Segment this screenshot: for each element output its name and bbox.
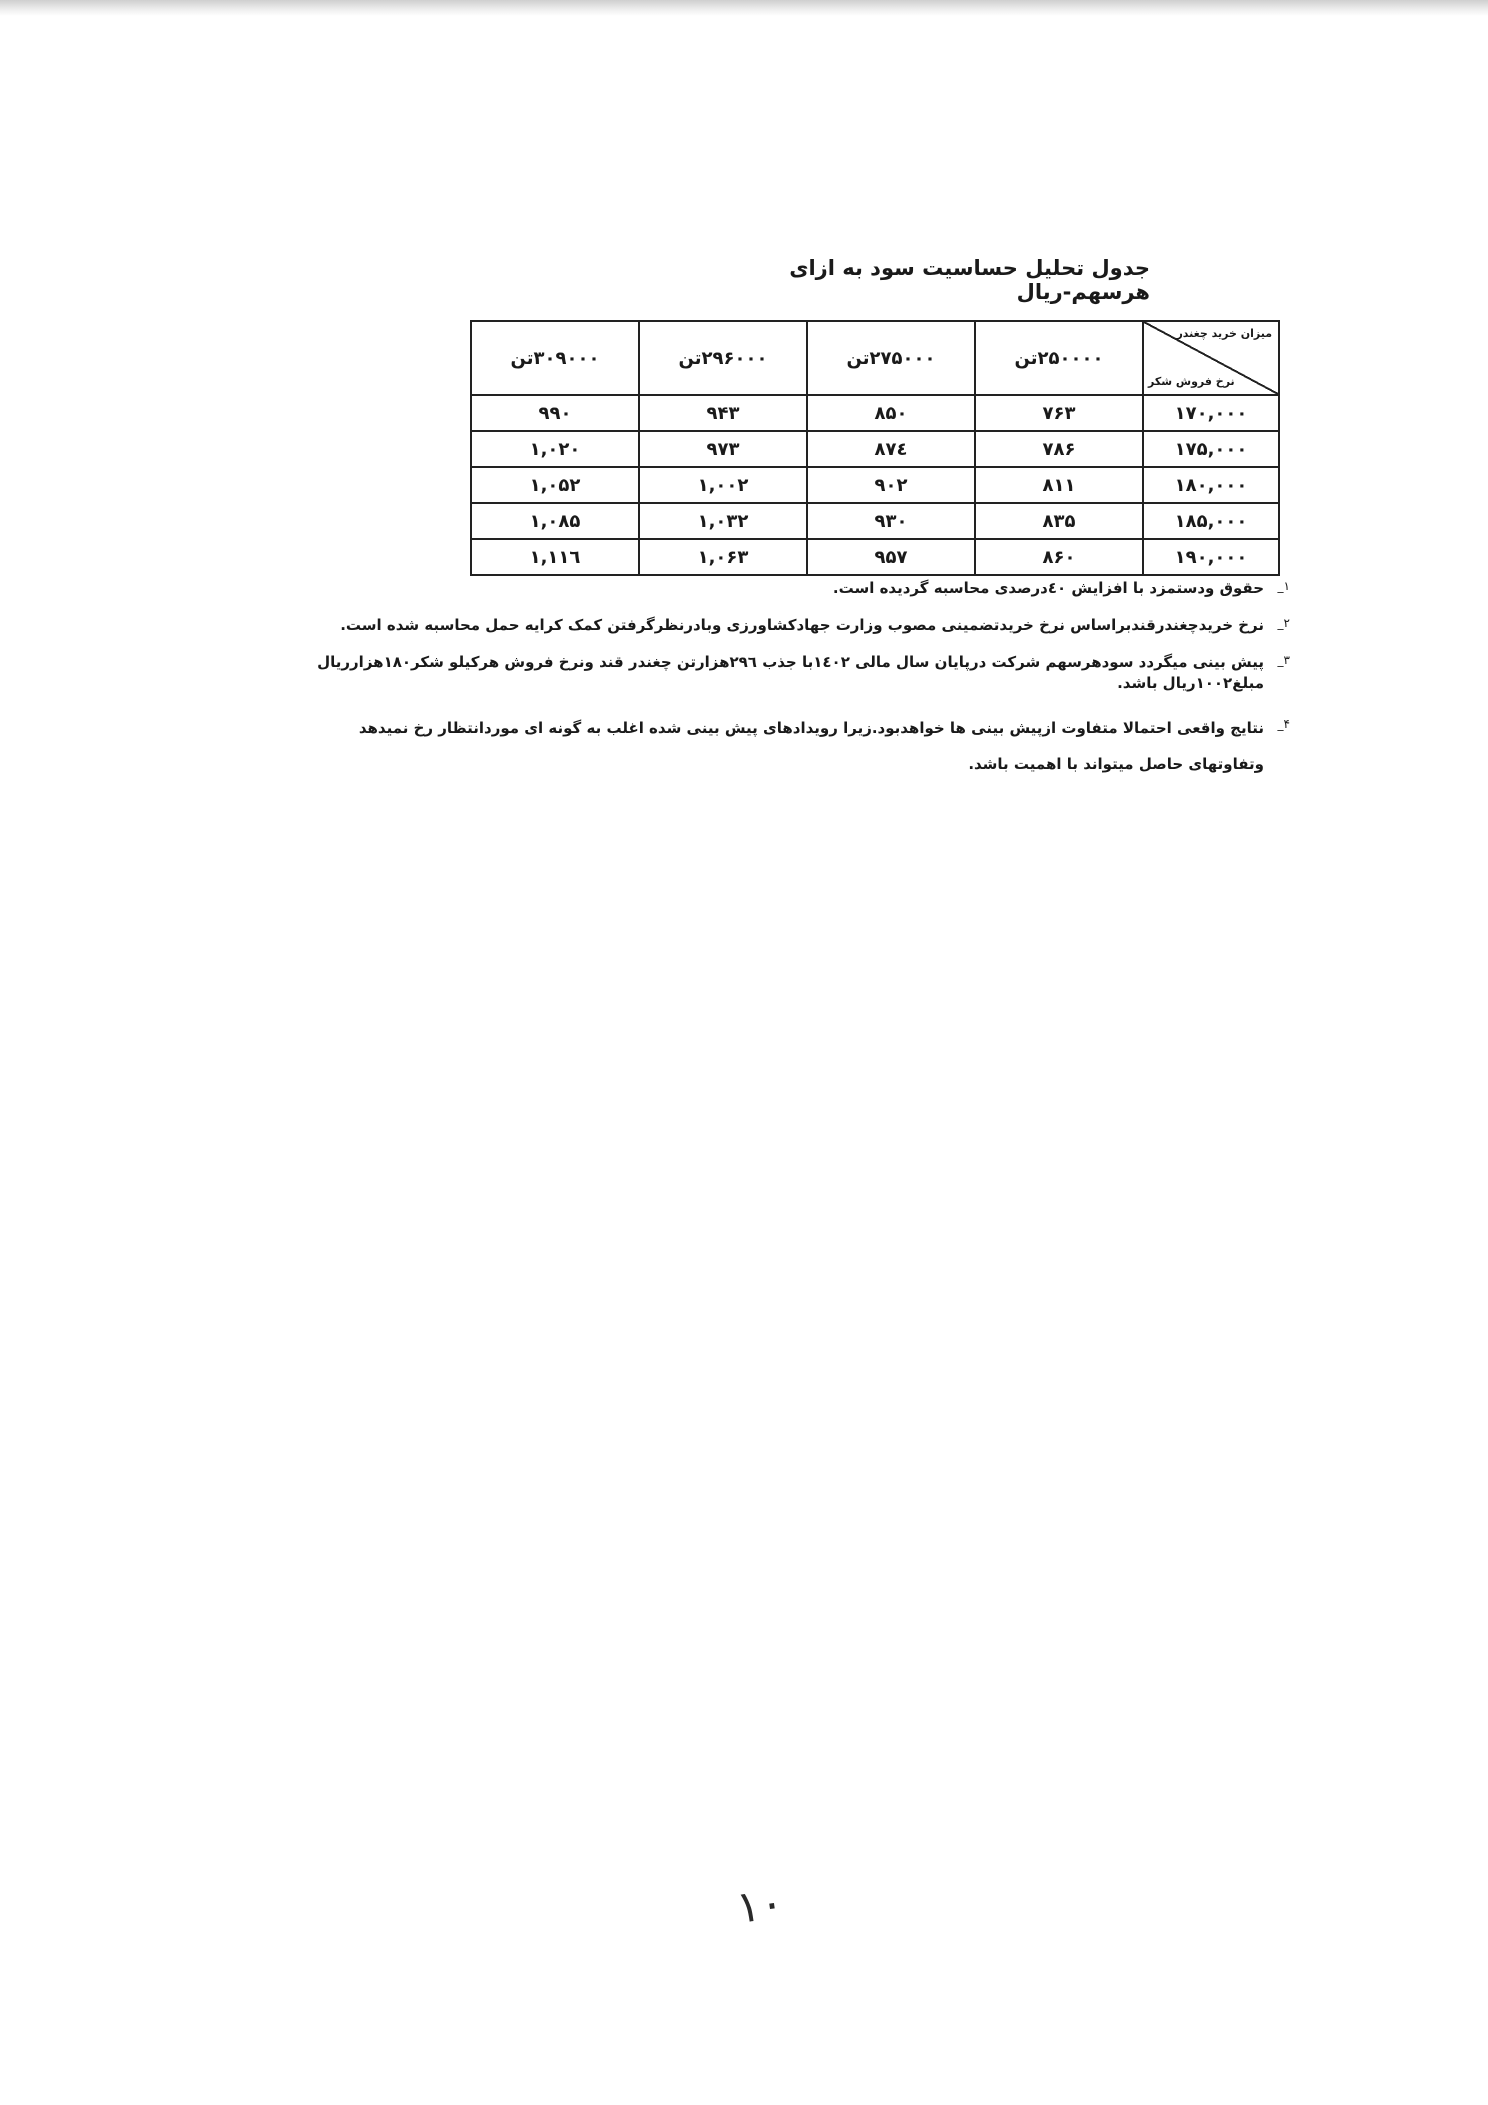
note-item — [290, 615, 1290, 636]
note-text: نتایج واقعی احتمالا متفاوت ازپیش بینی ها خواهدبود.زیرا رویدادهای پیش بینی شده اغلب به گونه ای موردانتظار رخ نمیدهد وتفاوتهای حاصل میتواند با اهمیت باشد. — [358, 719, 1264, 773]
row-label: ۱۸۰,۰۰۰ — [1143, 467, 1279, 503]
table-cell: ۱,۰۰۲ — [639, 467, 807, 503]
table-corner-cell — [1143, 321, 1279, 395]
table-cell: ۷۶۳ — [975, 395, 1143, 431]
table-row — [471, 431, 1279, 467]
page-number: ۱۰ — [733, 1876, 787, 1935]
table-row — [471, 467, 1279, 503]
table-cell: ۸۱۱ — [975, 467, 1143, 503]
column-header: ۲۵۰۰۰۰تن — [975, 321, 1143, 395]
table-cell: ۹۳۰ — [807, 503, 975, 539]
column-header: ۳۰۹۰۰۰تن — [471, 321, 639, 395]
row-label: ۱۸۵,۰۰۰ — [1143, 503, 1279, 539]
column-header: ۲۹۶۰۰۰تن — [639, 321, 807, 395]
corner-top-label: میزان خرید چغندر — [1176, 327, 1272, 340]
table-row — [471, 395, 1279, 431]
table-cell: ۸۵۰ — [807, 395, 975, 431]
row-label: ۱۷۰,۰۰۰ — [1143, 395, 1279, 431]
sensitivity-table — [470, 320, 1280, 576]
table-cell: ۱,۰۲۰ — [471, 431, 639, 467]
table-cell: ۸۳۵ — [975, 503, 1143, 539]
note-number: ۲_ — [1277, 616, 1290, 630]
note-text: حقوق ودستمزد با افزایش ٤۰درصدی محاسبه گردیده است. — [832, 579, 1264, 597]
table-header-row — [471, 321, 1279, 395]
column-header: ۲۷۵۰۰۰تن — [807, 321, 975, 395]
table-cell: ۹۰۲ — [807, 467, 975, 503]
table-cell: ۱,۰۸۵ — [471, 503, 639, 539]
note-text: پیش بینی میگردد سودهرسهم شرکت درپایان سال مالی ۱٤۰۲با جذب ۲۹٦هزارتن چغندر قند ونرخ فروش هرکیلو شکر۱۸۰هزارریال مبلغ۱۰۰۲ریال باشد. — [317, 653, 1264, 692]
table-cell: ۸۷٤ — [807, 431, 975, 467]
table-row — [471, 539, 1279, 575]
table-cell: ۷۸۶ — [975, 431, 1143, 467]
note-item — [290, 710, 1290, 782]
notes-list — [290, 578, 1290, 798]
row-label: ۱۹۰,۰۰۰ — [1143, 539, 1279, 575]
scan-top-edge — [0, 0, 1488, 16]
table-cell: ۱,۱۱٦ — [471, 539, 639, 575]
table-cell: ۱,۰۶۳ — [639, 539, 807, 575]
table-cell: ۱,۰۵۲ — [471, 467, 639, 503]
table-cell: ۸۶۰ — [975, 539, 1143, 575]
note-text: نرخ خریدچغندرقندبراساس نرخ خریدتضمینی مصوب وزارت جهادکشاورزی وبادرنظرگرفتن کمک کرایه حمل محاسبه شده است. — [340, 616, 1264, 634]
table-row — [471, 503, 1279, 539]
table-cell: ۱,۰۳۲ — [639, 503, 807, 539]
note-number: ۴_ — [1277, 717, 1290, 731]
table-cell: ۹۵۷ — [807, 539, 975, 575]
page-title: جدول تحلیل حساسیت سود به ازای هرسهم-ریال — [789, 256, 1150, 304]
note-number: ۱_ — [1277, 579, 1290, 593]
note-number: ۳_ — [1277, 653, 1290, 667]
corner-bottom-label: نرخ فروش شکر — [1148, 375, 1235, 388]
table-cell: ۹۴۳ — [639, 395, 807, 431]
table-cell: ۹۷۳ — [639, 431, 807, 467]
note-item — [290, 578, 1290, 599]
note-item — [290, 652, 1290, 694]
table-cell: ۹۹۰ — [471, 395, 639, 431]
row-label: ۱۷۵,۰۰۰ — [1143, 431, 1279, 467]
